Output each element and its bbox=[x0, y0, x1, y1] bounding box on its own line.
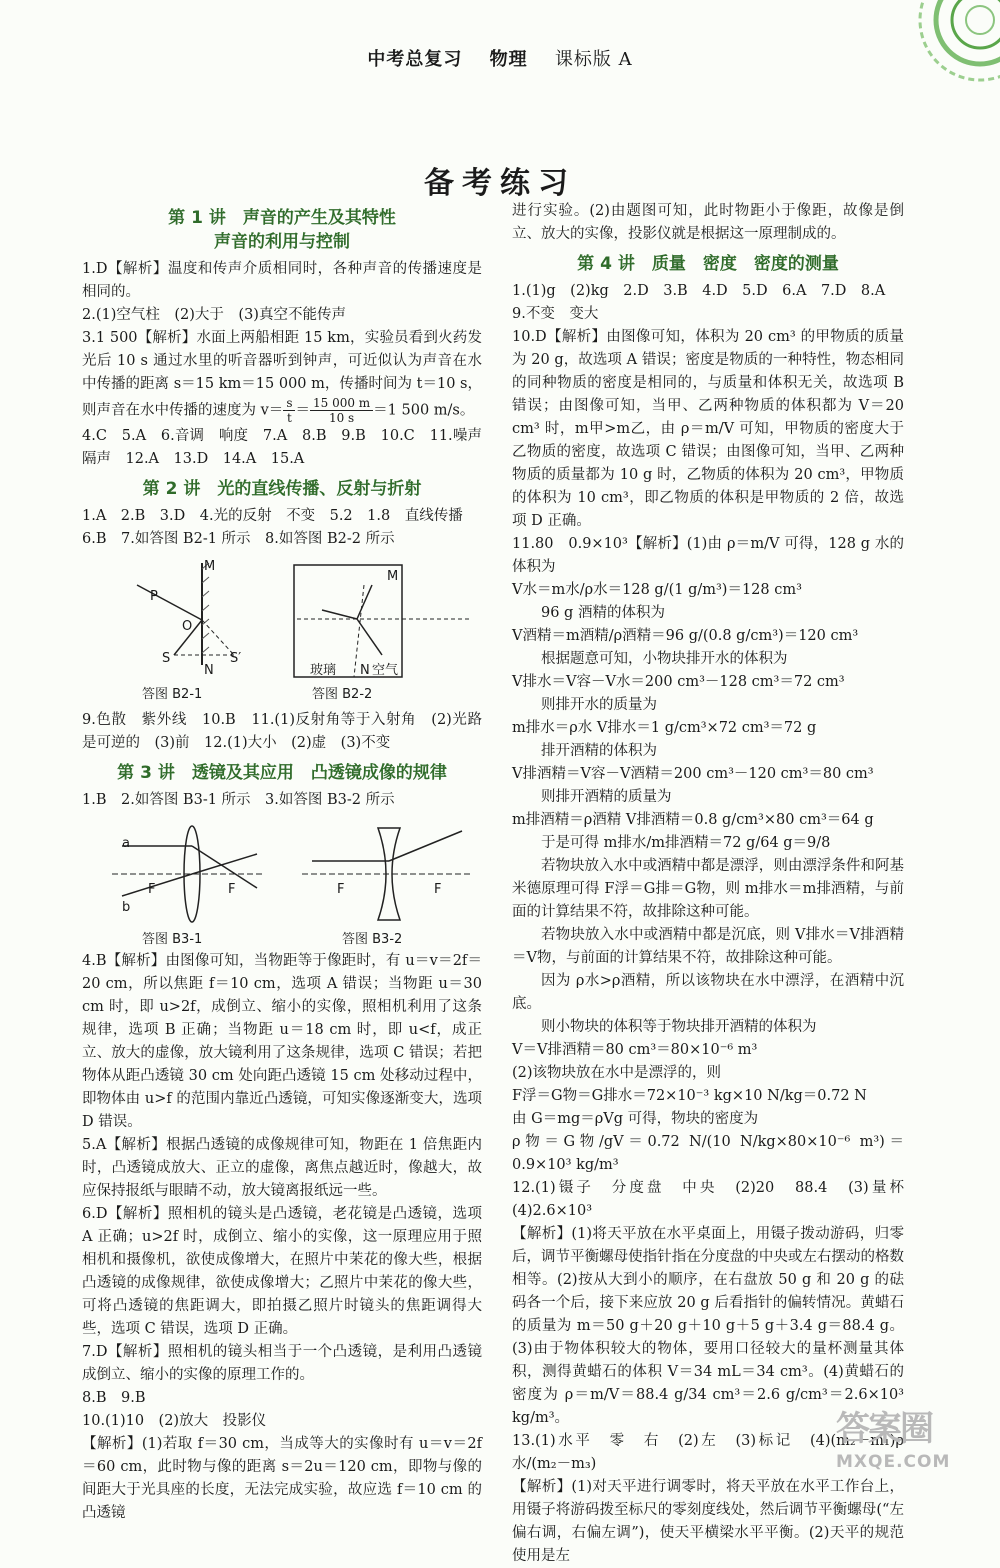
continued-text: 进行实验。(2)由题图可知，此时物距小于像距，故像是倒立、放大的实像，投影仪就是根据这一原理制成的。 bbox=[512, 203, 904, 242]
right-column bbox=[512, 200, 919, 1568]
formula-value bbox=[310, 396, 373, 425]
label-a: a bbox=[122, 836, 130, 851]
formula-num: 15 000 m bbox=[310, 396, 373, 411]
answer-3-text: 3.1 500【解析】水面上两船相距 15 km，实验员看到火药发光后 10 s 通过水里的听音器听到钟声，可近似认为声音在水中传播的距离 s＝15 km＝15 000 m，传播时间为 t＝10 s，则声音在水中传播的速度为 v＝ bbox=[82, 330, 482, 419]
answer-3-result: ＝1 500 m/s。 bbox=[373, 402, 475, 419]
answer-s4-12-analysis: 【解析】(1)将天平放在水平桌面上，用镊子拨动游码，归零后，调节平衡螺母使指针指在分度盘的中央或左右摆动的格数相等。(2)按从大到小的顺序，在右盘放 50 g 和 20 g 的砝码各一个后，接下来应放 20 g 后看指针的偏转情况。黄蜡石的质量为 m＝50 g＋20 g＋10 g＋5 g＋3.4 g＝88.4 g。(3)由于物体积较大的物体，要用口径较大的量杯测量其体积，测得黄蜡石的体积 V＝34 mL＝34 cm³。(4)黄蜡石的密度为 ρ＝m/V＝88.4 g/34 cm³＝2.6 g/cm³＝2.6×10³ kg/m³。 bbox=[512, 1226, 904, 1426]
answer-s4-10: 10.D【解析】由图像可知，体积为 20 cm³ 的甲物质的质量为 20 g，故选项 A 错误；密度是物质的一种特性，物态相同的同种物质的密度是相同的，与质量和体积无关，故选项 B 错误；由图像可知，当甲、乙两种物质的体积都为 V＝20 cm³ 时，m甲>m乙，由 ρ＝m/V 可知，甲物质的密度大于乙物质的密度，故选项 C 错误；由图像可知，当甲、乙两种物质的质量都为 10 g 时，乙物质的体积为 20 cm³，甲物质的体积为 10 cm³，即乙物质的体积是甲物质的 2 倍，故选项 D 正确。 bbox=[512, 329, 904, 529]
label-air: 空气 bbox=[372, 663, 399, 678]
answer-s3-6: 6.D【解析】照相机的镜头是凸透镜，老花镜是凸透镜，选项 A 正确；u>2f 时，成倒立、缩小的实像，这一原理应用于照相机和摄像机，欲使成像增大，在照片中茉花的像大些，根据凸透镜的成像规律，欲使成像增大；乙照片中茉花的像大些，可将凸透镜的焦距调大，即拍摄乙照片时镜头的焦距调得大些，选项 C 错误，选项 D 正确。 bbox=[82, 1206, 482, 1337]
header-subject: 物理 bbox=[489, 49, 528, 70]
label-M-b: M bbox=[387, 569, 399, 584]
label-b: b bbox=[122, 900, 131, 915]
answer-s4-13: 13.(1)水平 零 右 (2)左 (3)标记 (4)(m₂－m₁)ρ水/(m₂－m₃) bbox=[512, 1433, 904, 1472]
formula-den: t bbox=[286, 411, 292, 425]
formula-v bbox=[283, 396, 295, 425]
section-3-heading: 第 3 讲 透镜及其应用 凸透镜成像的规律 bbox=[117, 763, 447, 783]
watermark-logo bbox=[836, 1401, 986, 1481]
answer-s4-1: 1.(1)g (2)kg 2.D 3.B 4.D 5.D 6.A 7.D 8.A bbox=[512, 283, 886, 299]
caption-b3-1: 答图 B3-1 bbox=[142, 932, 203, 947]
eq-17: ρ物＝G物/gV＝0.72 N/(10 N/kg×80×10⁻⁶ m³)＝0.9×10³ kg/m³ bbox=[512, 1134, 904, 1173]
eq-9: V排酒精＝V容－V酒精＝200 cm³－120 cm³＝80 cm³ bbox=[512, 766, 874, 782]
incident-ray-b bbox=[357, 619, 382, 655]
answer-2: 2.(1)空气柱 (2)大于 (3)真空不能传声 bbox=[82, 307, 346, 323]
para-compare: 因为 ρ水>ρ酒精，所以该物块在水中漂浮，在酒精中沉底。 bbox=[512, 973, 904, 1012]
label-F-right-b: F bbox=[434, 882, 442, 897]
label-S-prime: S′ bbox=[230, 651, 242, 666]
header-series: 中考总复习 bbox=[367, 49, 463, 70]
eq-2: 96 g 酒精的体积为 bbox=[541, 605, 665, 621]
caption-b2-2: 答图 B2-2 bbox=[312, 687, 373, 702]
page-title: 备考练习 bbox=[424, 166, 576, 201]
ray-out-b3-2 bbox=[389, 831, 462, 861]
eq-13: V＝V排酒精＝80 cm³＝80×10⁻⁶ m³ bbox=[512, 1042, 758, 1058]
formula-num: s bbox=[283, 396, 295, 411]
answer-3: 3.1 500【解析】水面上两船相距 15 km，实验员看到火药发光后 10 s 通过水里的听音器听到钟声，可近似认为声音在水中传播的距离 s＝15 km＝15 000 m，传播时间为 t＝10 s，则声音在水中传播的速度为 v＝ $\frac{s}{t}$ ＝ $\frac{15 000 m}{10 s}$ ＝1 500 m/s。 bbox=[82, 330, 482, 425]
para-sink: 若物块放入水中或酒精中都是沉底，则 V排水＝V排酒精＝V物，与前面的计算结果不符，故排除这种可能。 bbox=[512, 927, 904, 966]
eq-5: V排水＝V容－V水＝200 cm³－128 cm³＝72 cm³ bbox=[512, 674, 845, 690]
incident-ray bbox=[137, 585, 202, 620]
answer-4-15: 4.C 5.A 6.音调 响度 7.A 8.B 9.B 10.C 11.噪声 隔声 12.A 13.D 14.A 15.A bbox=[82, 428, 497, 467]
ray-a-out bbox=[192, 846, 257, 888]
answer-s3-10-analysis: 【解析】(1)若取 f＝30 cm，当成等大的实像时有 u＝v＝2f＝60 cm，此时物与像的距离 s＝2u＝120 cm，即物与像的间距大于光具座的长度，无法完成实验，故应选 f＝10 cm 的凸透镜 bbox=[82, 1436, 482, 1521]
answer-s3-1: 1.B 2.如答图 B3-1 所示 3.如答图 B3-2 所示 bbox=[82, 792, 395, 808]
section-1-heading bbox=[82, 206, 482, 254]
section-2-heading: 第 2 讲 光的直线传播、反射与折射 bbox=[142, 479, 422, 499]
eq-3: V酒精＝m酒精/ρ酒精＝96 g/(0.8 g/cm³)＝120 cm³ bbox=[512, 628, 859, 644]
section-1-title: 第 1 讲 声音的产生及其特性 bbox=[168, 208, 396, 228]
figure-row-b2 bbox=[82, 555, 482, 705]
answer-s3-10: 10.(1)10 (2)放大 投影仪 bbox=[82, 1413, 267, 1429]
label-N: N bbox=[204, 663, 214, 678]
eq-12: 于是可得 m排水/m排酒精＝72 g/64 g＝9/8 bbox=[541, 835, 831, 851]
label-F-left: F bbox=[148, 882, 156, 897]
eq-4: 根据题意可知，小物块排开水的体积为 bbox=[541, 651, 788, 667]
label-N-b: N bbox=[360, 663, 370, 678]
answer-s4-12: 12.(1)镊子 分度盘 中央 (2)20 88.4 (3)量杯 (4)2.6×10³ bbox=[512, 1180, 919, 1219]
label-F-left-b: F bbox=[337, 882, 345, 897]
eq-16: 由 G＝mg＝ρVg 可得，物块的密度为 bbox=[512, 1111, 759, 1127]
eq-6: 则排开水的质量为 bbox=[541, 697, 657, 713]
label-O: O bbox=[182, 619, 193, 634]
answer-s2-1: 1.A 2.B 3.D 4.光的反射 不变 5.2 1.8 直线传播 bbox=[82, 508, 463, 524]
answer-s3-7: 7.D【解析】照相机的镜头相当于一个凸透镜，是利用凸透镜成倒立、缩小的实像的原理工作的。 bbox=[82, 1344, 482, 1383]
answer-s4-9: 9.不变 变大 bbox=[512, 306, 599, 322]
ray-b-out bbox=[192, 854, 257, 874]
answer-s4-13-analysis: 【解析】(1)对天平进行调零时，将天平放在水平工作台上，用镊子将游码拨至标尺的零刻度线处，然后调节平衡螺母(“左偏右调，右偏左调”)，使天平横梁水平平衡。(2)天平的规范使用是左 bbox=[512, 1479, 904, 1564]
label-P: P bbox=[150, 589, 158, 604]
answer-s3-8: 8.B 9.B bbox=[82, 1390, 146, 1406]
answer-1: 1.D【解析】温度和传声介质相同时，各种声音的传播速度是相同的。 bbox=[82, 261, 482, 300]
refracted-ray bbox=[357, 585, 372, 619]
left-column bbox=[82, 200, 497, 1525]
label-S: S bbox=[162, 651, 171, 666]
caption-b2-1: 答图 B2-1 bbox=[142, 687, 203, 702]
running-header bbox=[0, 45, 1000, 71]
eq-10: 则排开酒精的质量为 bbox=[541, 789, 672, 805]
para-float: 若物块放入水中或酒精中都是漂浮，则由漂浮条件和阿基米德原理可得 F浮＝G排＝G物，则 m排水＝m排酒精，与前面的计算结果不符，故排除这种可能。 bbox=[512, 858, 904, 920]
reflected-ray-b bbox=[322, 610, 357, 619]
answer-s2-3: 9.色散 紫外线 10.B 11.(1)反射角等于入射角 (2)光路是可逆的 (3)前 12.(1)大小 (2)虚 (3)不变 bbox=[82, 712, 482, 751]
eq-11: m排酒精＝ρ酒精 V排酒精＝0.8 g/cm³×80 cm³＝64 g bbox=[512, 812, 874, 828]
label-F-right: F bbox=[228, 882, 236, 897]
eq-7: m排水＝ρ水 V排水＝1 g/cm³×72 cm³＝72 g bbox=[512, 720, 817, 736]
eq-8: 排开酒精的体积为 bbox=[541, 743, 657, 759]
watermark-url: MXQE.COM bbox=[836, 1452, 951, 1472]
formula-den: 10 s bbox=[328, 411, 355, 425]
answer-s3-5: 5.A【解析】根据凸透镜的成像规律可知，物距在 1 倍焦距内时，凸透镜成放大、正立的虚像，离焦点越近时，像越大，故应保持报纸与眼睛不动，放大镜离报纸远一些。 bbox=[82, 1137, 482, 1199]
section-4-heading: 第 4 讲 质量 密度 密度的测量 bbox=[577, 254, 839, 274]
label-glass: 玻璃 bbox=[310, 663, 337, 678]
eq-1: V水＝m水/ρ水＝128 g/(1 g/m³)＝128 cm³ bbox=[512, 582, 802, 598]
answer-s3-4: 4.B【解析】由图像可知，当物距等于像距时，有 u＝v＝2f＝20 cm，所以焦距 f＝10 cm，选项 A 错误；当物距 u＝30 cm 时，即 u>2f，成倒立、缩小的实像，照相机利用了这条规律，选项 B 正确；当物距 u＝18 cm 时，即 u<f，成正立、放大的虚像，放大镜利用了这条规律，选项 C 错误；若把物体从距凸透镜 30 cm 处向距凸透镜 15 cm 处移动过程中，即物体由 u>f 的范围内靠近凸透镜，可知实像逐渐变大，选项 D 错误。 bbox=[82, 953, 482, 1130]
eq-14: (2)该物块放在水中是漂浮的，则 bbox=[512, 1065, 722, 1081]
answer-s2-2: 6.B 7.如答图 B2-1 所示 8.如答图 B2-2 所示 bbox=[82, 531, 395, 547]
section-1-subtitle: 声音的利用与控制 bbox=[214, 232, 350, 252]
eq-15: F浮＝G物＝G排水＝72×10⁻³ kg×10 N/kg＝0.72 N bbox=[512, 1088, 867, 1104]
figure-b3-drawing bbox=[82, 816, 482, 946]
ray-b bbox=[122, 874, 192, 896]
label-M: M bbox=[204, 559, 216, 574]
figure-row-b3 bbox=[82, 816, 482, 946]
answer-s4-11: 11.80 0.9×10³【解析】(1)由 ρ＝m/V 可得，128 g 水的体积为 bbox=[512, 536, 904, 575]
header-edition: 课标版 A bbox=[554, 49, 633, 70]
para-volume: 则小物块的体积等于物块排开酒精的体积为 bbox=[541, 1019, 817, 1035]
caption-b3-2: 答图 B3-2 bbox=[342, 932, 403, 947]
watermark-text: 答案圈 bbox=[836, 1409, 932, 1449]
